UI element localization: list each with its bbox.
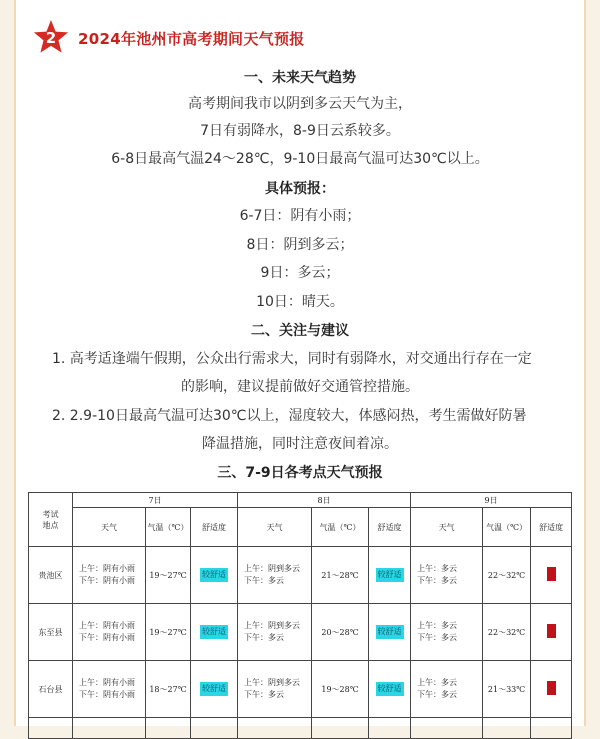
- advice-item-cont: 降温措施，同时注意夜间着凉。: [202, 436, 398, 452]
- pm-text: 下午：多云: [417, 690, 458, 699]
- forecast-table: [28, 492, 572, 739]
- temp-cell: 19～27℃: [146, 547, 191, 604]
- day-header: 9日: [411, 493, 572, 508]
- temp-cell: 20～28℃: [312, 604, 369, 661]
- comfort-tag: 较舒适: [200, 682, 228, 696]
- advice-item-cont: 的影响，建议提前做好交通管控措施。: [181, 379, 419, 395]
- forecast-subheading: 具体预报：: [265, 181, 335, 197]
- col-header: 天气: [238, 508, 312, 547]
- weather-cell: [73, 661, 146, 718]
- table-row: [29, 547, 572, 604]
- advice-item: 2. 2.9-10日最高气温可达30℃以上，湿度较大，体感闷热，考生需做好防暑: [52, 408, 527, 424]
- weather-cell: [238, 604, 312, 661]
- am-text: 上午：阴到多云: [244, 678, 301, 687]
- pm-text: 下午：多云: [244, 576, 285, 585]
- forecast-item: 8日：阴到多云；: [246, 237, 354, 253]
- col-header: 气温（℃）: [483, 508, 531, 547]
- temp-cell: 18～27℃: [146, 661, 191, 718]
- pm-text: 下午：阴有小雨: [79, 690, 135, 699]
- temp-cell: 19～27℃: [146, 604, 191, 661]
- corner-text: 考试: [42, 509, 59, 519]
- site-cell: 贵池区: [29, 547, 73, 604]
- weather-cell: [238, 547, 312, 604]
- col-header: 天气: [411, 508, 483, 547]
- temp-cell: 21～33℃: [483, 661, 531, 718]
- comfort-cell: [191, 661, 238, 718]
- trend-line: 6-8日最高气温24～28℃，9-10日最高气温可达30℃以上。: [111, 151, 489, 167]
- col-header: 舒适度: [369, 508, 411, 547]
- hot-marker-icon: [547, 681, 556, 695]
- corner-header: [29, 493, 73, 547]
- comfort-cell: [531, 604, 572, 661]
- forecast-item: 6-7日：阴有小雨；: [239, 208, 361, 224]
- comfort-tag: 较舒适: [376, 682, 404, 696]
- col-header: 气温（℃）: [312, 508, 369, 547]
- comfort-cell: [369, 547, 411, 604]
- comfort-cell: [369, 604, 411, 661]
- page-title: 2024年池州市高考期间天气预报: [78, 29, 305, 48]
- weather-cell: [411, 661, 483, 718]
- col-header: 舒适度: [531, 508, 572, 547]
- section3-heading: 三、7-9日各考点天气预报: [217, 465, 383, 481]
- forecast-item: 9日：多云；: [260, 265, 340, 281]
- am-text: 上午：阴到多云: [244, 564, 301, 573]
- weather-cell: [411, 604, 483, 661]
- am-text: 上午：阴有小雨: [79, 678, 135, 687]
- pm-text: 下午：阴有小雨: [79, 576, 135, 585]
- star-badge-icon: [32, 19, 70, 57]
- table-row: [29, 661, 572, 718]
- comfort-cell: [531, 661, 572, 718]
- corner-text: 地点: [42, 520, 59, 530]
- advice-item: 1. 高考适逢端午假期，公众出行需求大，同时有弱降水，对交通出行存在一定: [52, 351, 532, 367]
- section1-heading: 一、未来天气趋势: [244, 70, 356, 86]
- temp-cell: 19～28℃: [312, 661, 369, 718]
- site-cell: 东至县: [29, 604, 73, 661]
- am-text: 上午：多云: [417, 564, 458, 573]
- am-text: 上午：多云: [417, 678, 458, 687]
- weather-cell: [73, 547, 146, 604]
- trend-line: 高考期间我市以阴到多云天气为主，: [188, 96, 412, 112]
- section2-heading: 二、关注与建议: [251, 323, 349, 339]
- hot-marker-icon: [547, 567, 556, 581]
- pm-text: 下午：多云: [244, 690, 285, 699]
- comfort-cell: [191, 604, 238, 661]
- table-row: [29, 604, 572, 661]
- comfort-tag: 较舒适: [200, 625, 228, 639]
- table-row-partial: [29, 718, 572, 739]
- pm-text: 下午：多云: [244, 633, 285, 642]
- comfort-cell: [369, 661, 411, 718]
- temp-cell: 22～32℃: [483, 547, 531, 604]
- am-text: 上午：阴有小雨: [79, 564, 135, 573]
- day-header: 8日: [238, 493, 411, 508]
- pm-text: 下午：多云: [417, 633, 458, 642]
- temp-cell: 22～32℃: [483, 604, 531, 661]
- am-text: 上午：阴到多云: [244, 621, 301, 630]
- col-header: 天气: [73, 508, 146, 547]
- col-header: 舒适度: [191, 508, 238, 547]
- hot-marker-icon: [547, 624, 556, 638]
- weather-cell: [238, 661, 312, 718]
- am-text: 上午：阴有小雨: [79, 621, 135, 630]
- am-text: 上午：多云: [417, 621, 458, 630]
- pm-text: 下午：多云: [417, 576, 458, 585]
- trend-line: 7日有弱降水，8-9日云系较多。: [200, 123, 400, 139]
- forecast-item: 10日：晴天。: [256, 294, 344, 310]
- temp-cell: 21～28℃: [312, 547, 369, 604]
- comfort-tag: 较舒适: [376, 568, 404, 582]
- weather-cell: [73, 604, 146, 661]
- col-header: 气温（℃）: [146, 508, 191, 547]
- badge-number: 2: [45, 29, 57, 47]
- comfort-cell: [191, 547, 238, 604]
- site-cell: 石台县: [29, 661, 73, 718]
- comfort-tag: 较舒适: [200, 568, 228, 582]
- day-header: 7日: [73, 493, 238, 508]
- section-header: [32, 20, 305, 56]
- comfort-tag: 较舒适: [376, 625, 404, 639]
- pm-text: 下午：阴有小雨: [79, 633, 135, 642]
- comfort-cell: [531, 547, 572, 604]
- weather-cell: [411, 547, 483, 604]
